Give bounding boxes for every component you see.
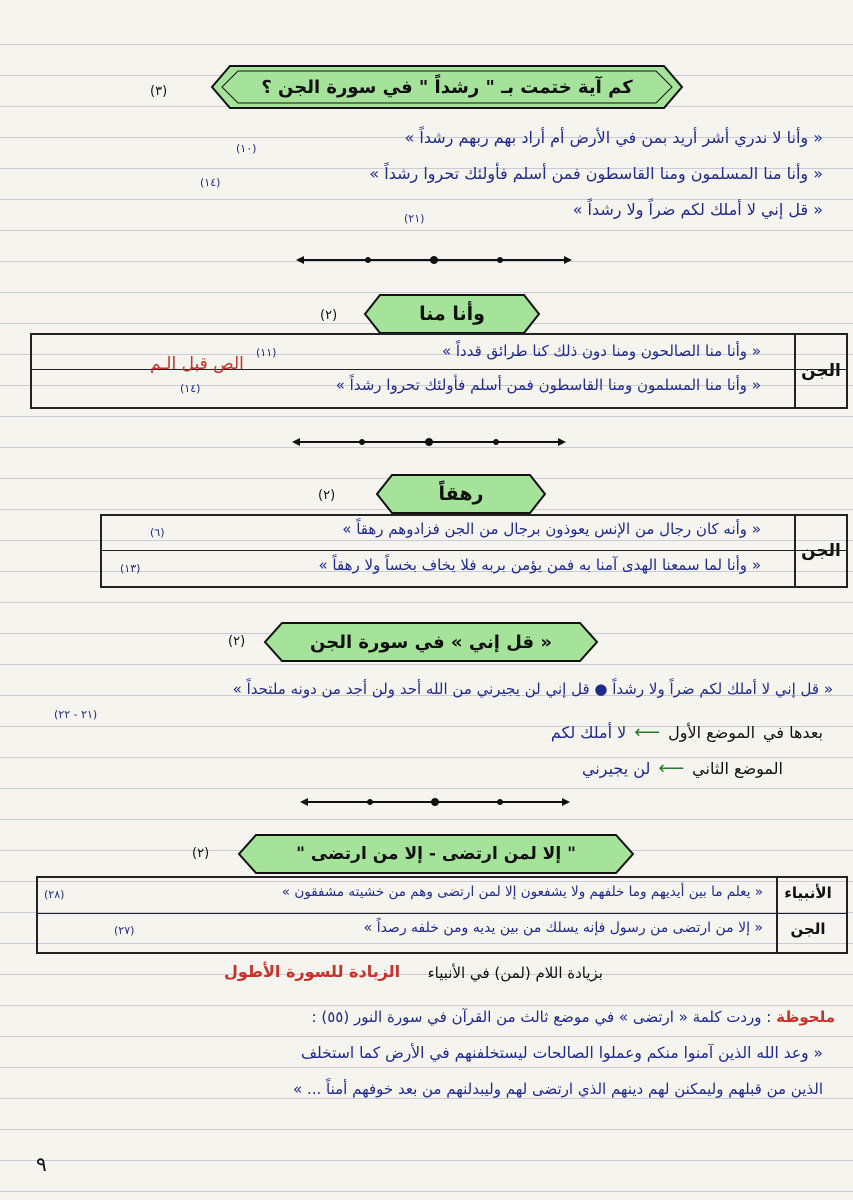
- section3-ref-2: (١٣): [120, 562, 141, 575]
- section5-extra-red: الزيادة للسورة الأطول: [224, 962, 401, 981]
- section1-ref-2: (١٤): [200, 176, 221, 189]
- section2-count: (٢): [320, 308, 338, 323]
- second-place: الموضع الثاني: [692, 758, 783, 778]
- arrow-left-icon: ⟵: [658, 757, 685, 779]
- section4-first-row: [323, 718, 823, 746]
- section4-title: « قل إني » في سورة الجن: [310, 631, 552, 653]
- section3-title: رهقاً: [438, 483, 484, 505]
- section1-banner: [208, 62, 686, 112]
- section2-row-2: « وأنا منا المسلمون ومنا القاسطون فمن أسلم فأولئك تحروا رشداً »: [335, 376, 761, 394]
- second-result: لن يجيرني: [581, 758, 651, 778]
- section2-title: وأنا منا: [419, 303, 485, 325]
- note-label: ملحوظة: [776, 1008, 835, 1026]
- section3-ref-1: (٦): [150, 526, 165, 539]
- section1-line-3: « قل إني لا أملك لكم ضراً ولا رشداً »: [572, 200, 823, 219]
- note-line-3: الذين من قبلهم وليمكنن لهم دينهم الذي ارتضى لهم وليبدلنهم من بعد خوفهم أمناً ... »: [293, 1080, 823, 1098]
- section4-ref: (٢١ - ٢٢): [54, 708, 98, 721]
- section5-category-2: الجن: [790, 920, 826, 938]
- section3-category: الجن: [794, 516, 846, 586]
- section1-line-2: « وأنا منا المسلمون ومنا القاسطون فمن أسلم فأولئك تحروا رشداً »: [369, 164, 823, 183]
- section1-title: كم آية ختمت بـ " رشداً " في سورة الجن ؟: [261, 76, 633, 98]
- arrow-left-icon: ⟵: [634, 721, 661, 743]
- section3-row-1: « وأنه كان رجال من الإنس يعوذون برجال من الجن فزادوهم رهقاً »: [342, 520, 761, 538]
- section5-row-1: « يعلم ما بين أيديهم وما خلفهم ولا يشفعون إلا لمن ارتضى وهم من خشيته مشفقون »: [281, 884, 763, 900]
- section4-second-row: [323, 754, 783, 782]
- section5-ref-2: (٢٧): [114, 924, 135, 937]
- divider-3: [300, 792, 570, 812]
- section1-ref-1: (١٠): [236, 142, 257, 155]
- note-line1-text: : وردت كلمة « ارتضى » في موضع ثالث من القرآن في سورة النور (٥٥) :: [311, 1008, 772, 1026]
- first-place: الموضع الأول: [668, 722, 756, 742]
- note-line-1: [312, 1008, 835, 1026]
- section3-count: (٢): [318, 488, 336, 503]
- section5-extra: بزيادة اللام (لمن) في الأنبياء: [427, 964, 603, 982]
- section4-banner: [262, 620, 600, 664]
- section5-title: " إلا لمن ارتضى - إلا من ارتضى ": [296, 844, 576, 864]
- section4-count: (٢): [228, 634, 246, 649]
- first-result: لا أملك لكم: [550, 722, 627, 742]
- section1-count: (٣): [150, 84, 168, 99]
- after-label: بعدها في: [763, 722, 823, 742]
- section3-banner: [374, 472, 548, 516]
- section1-line-1: « وأنا لا ندري أشر أريد بمن في الأرض أم أراد بهم ربهم رشداً »: [404, 128, 823, 147]
- section2-row-1: « وأنا منا الصالحون ومنا دون ذلك كنا طرائق قدداً »: [441, 342, 761, 360]
- section5-banner: [236, 832, 636, 876]
- section2-note: الص قبل الـم: [150, 354, 244, 374]
- section3-row-2: « وأنا لما سمعنا الهدى آمنا به فمن يؤمن بربه فلا يخاف بخساً ولا رهقاً »: [318, 556, 761, 574]
- section2-ref-2: (١٤): [180, 382, 201, 395]
- section5-category-1: الأنبياء: [784, 884, 832, 902]
- divider-2: [292, 432, 566, 452]
- section2-ref-1: (١١): [256, 346, 277, 359]
- section2-category: الجن: [794, 335, 846, 407]
- section5-row-2: « إلا من ارتضى من رسول فإنه يسلك من بين يديه ومن خلفه رصداً »: [363, 920, 763, 936]
- section2-banner: [362, 292, 542, 336]
- section1-ref-3: (٢١): [404, 212, 425, 225]
- page-number: ٩: [36, 1152, 47, 1176]
- section5-ref-1: (٢٨): [44, 888, 65, 901]
- section4-verse: « قل إني لا أملك لكم ضراً ولا رشداً ● قل إني لن يجيرني من الله أحد ولن أجد من دونه ملتحداً »: [232, 680, 833, 698]
- note-line-2: « وعد الله الذين آمنوا منكم وعملوا الصالحات ليستخلفنهم في الأرض كما استخلف: [301, 1044, 823, 1062]
- section5-count: (٢): [192, 846, 210, 861]
- divider-1: [296, 250, 572, 270]
